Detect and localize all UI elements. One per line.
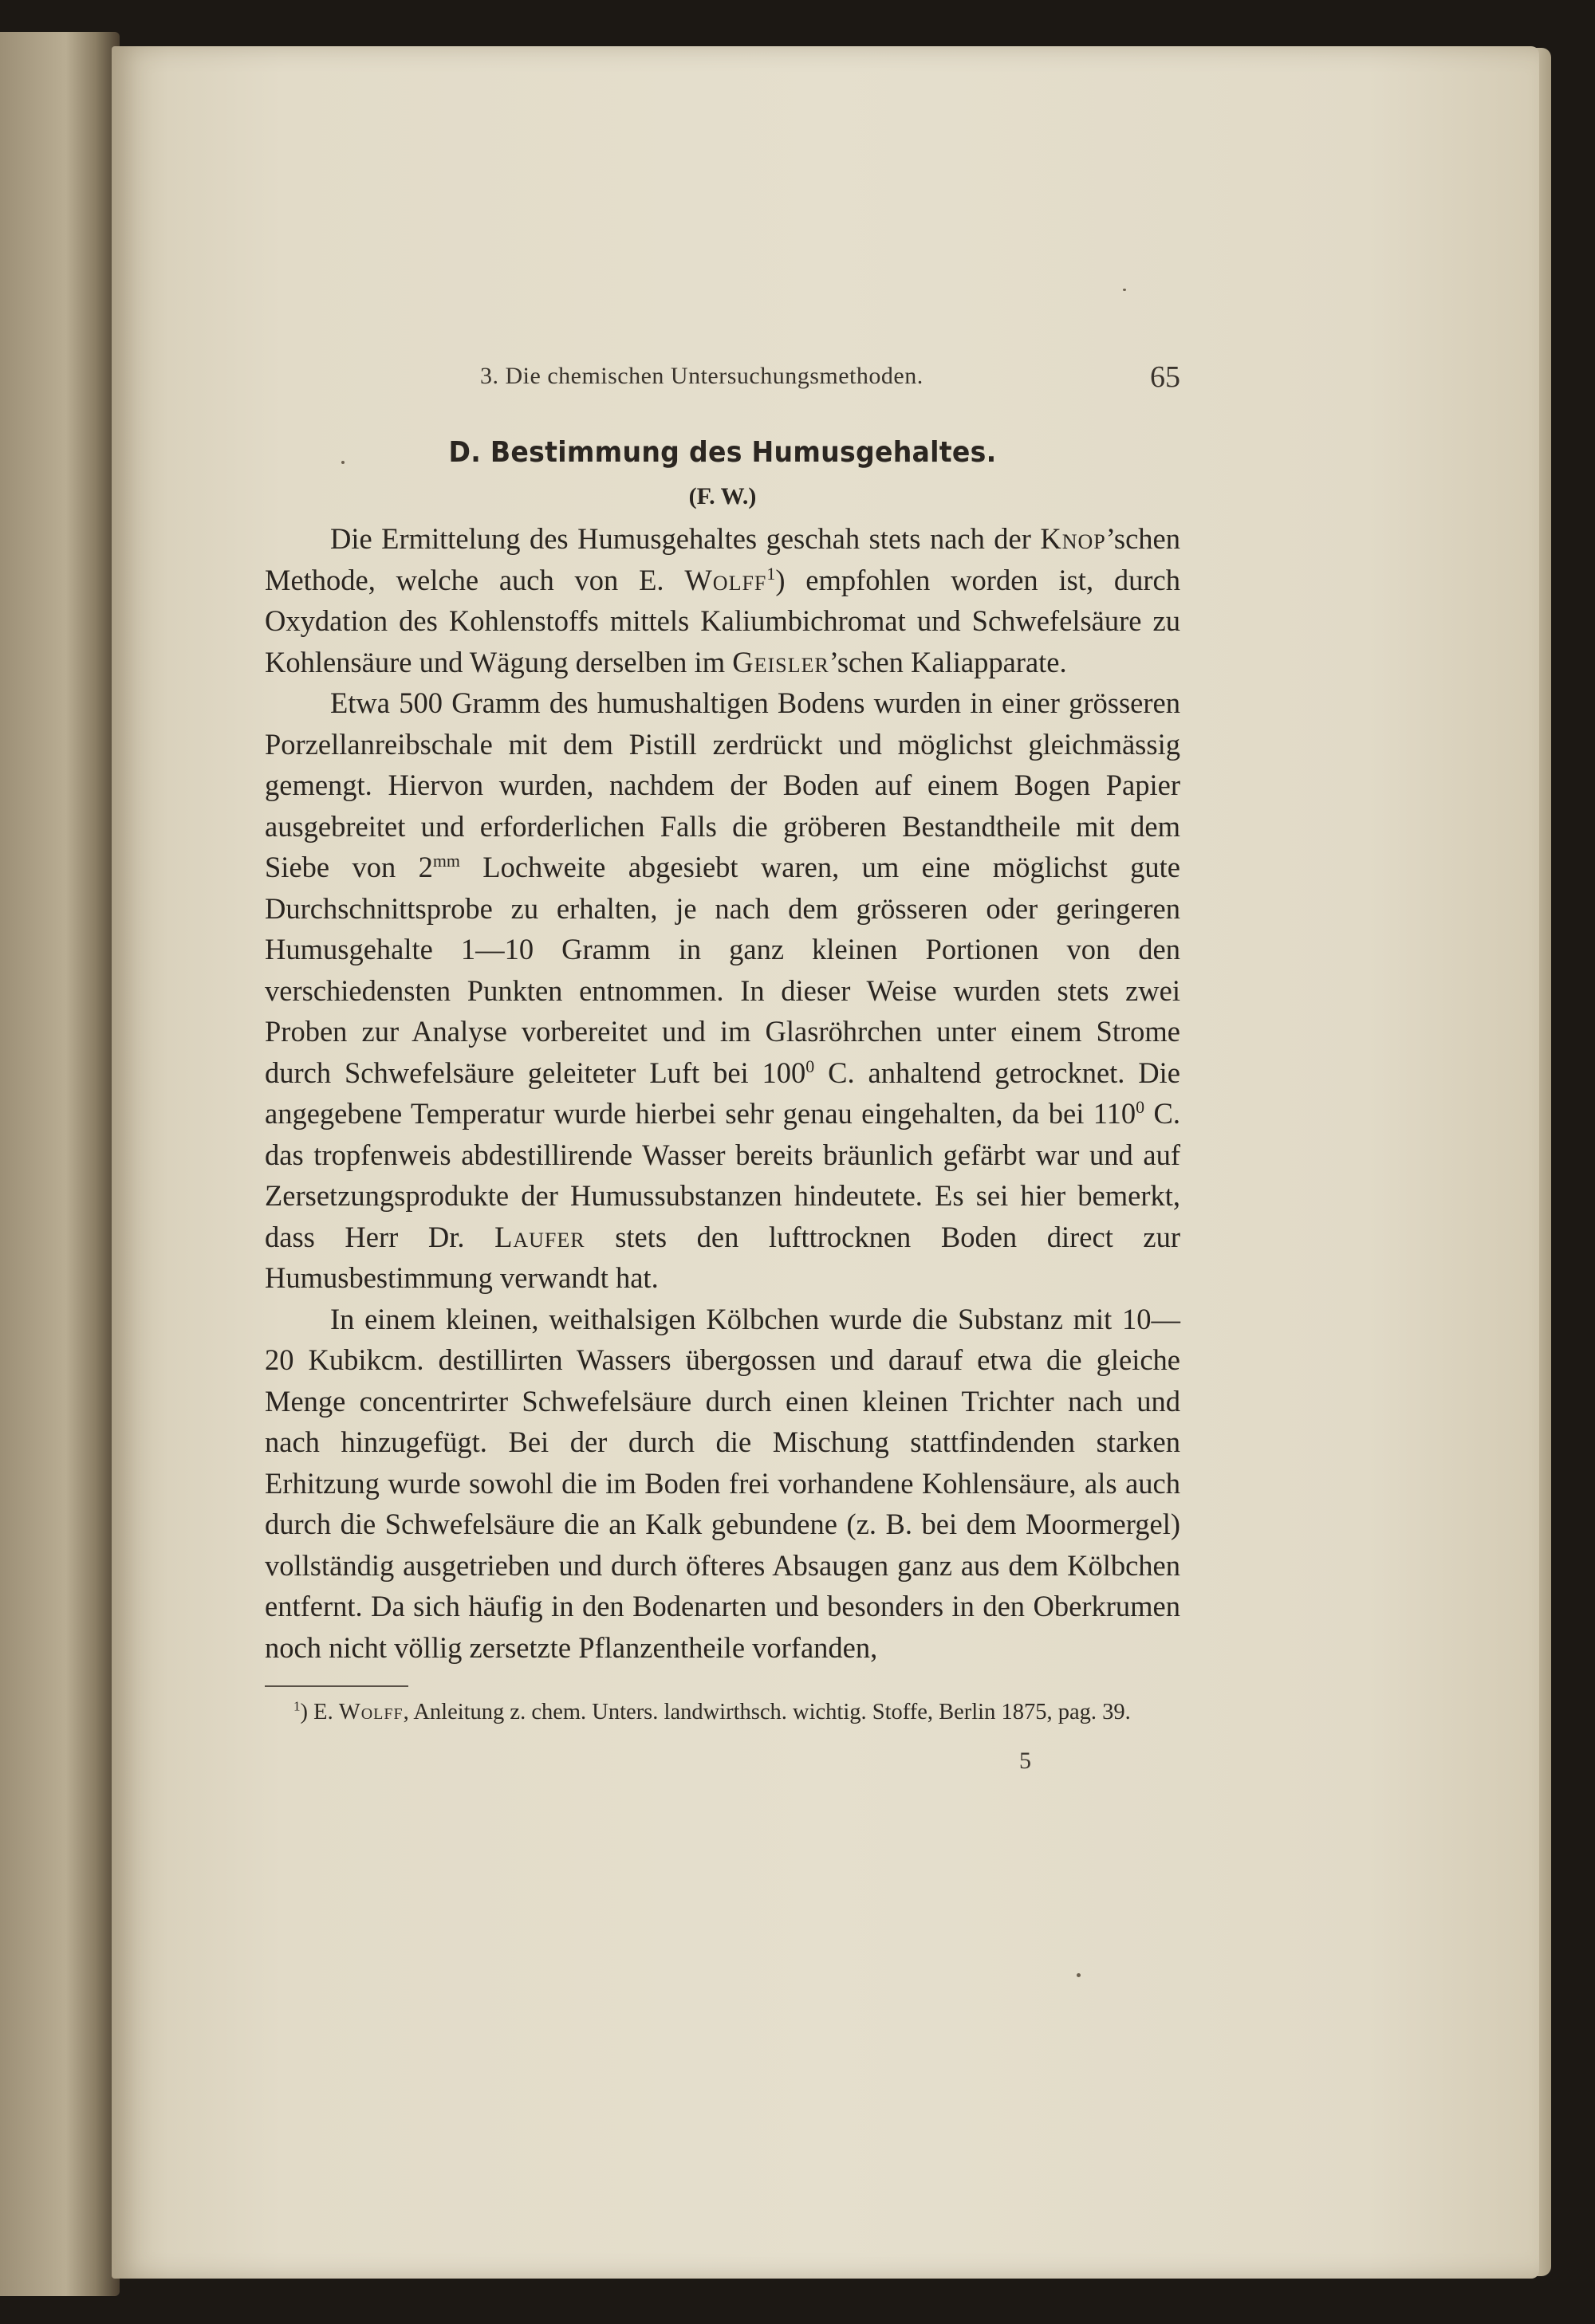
text-run: C. das tropfenweis abdestillirende Wasser bereits bräunlich gefärbt war und auf Zersetzungsprodukte der Humussubstanzen hindeutete. Es sei hier bemerkt, dass Herr Dr. — [265, 1097, 1180, 1253]
unit-superscript: mm — [432, 850, 460, 871]
author-name-laufer: Laufer — [494, 1220, 585, 1253]
paragraph-3: In einem kleinen, weithalsigen Kölbchen wurde die Substanz mit 10—20 Kubikcm. destillirten Wassers übergossen und darauf etwa die gleiche Menge concentrirter Schwefelsäure durch einen kleinen Trichter nach und nach hinzugefügt. Bei der durch die Mischung stattfindenden starken Erhitzung wurde sowohl die im Boden frei vorhandene Kohlensäure, als auch durch die Schwefelsäure die an Kalk gebundene (z. B. bei dem Moormergel) vollständig ausgetrieben und durch öfteres Absaugen ganz aus dem Kölbchen entfernt. Da sich häufig in den Bodenarten und besonders in den Oberkrumen noch nicht völlig zersetzte Pflanzentheile vorfanden, — [265, 1302, 1180, 1664]
text-run: C. anhaltend getrocknet. Die angegebene Temperatur wurde hierbei sehr genau eingehalten, da bei 110 — [265, 1056, 1181, 1130]
section-subtitle: (F. W.) — [688, 483, 757, 509]
text-run: ) empfohlen worden ist, durch Oxydation des Kohlenstoffs mittels Kaliumbichromat und Schwefelsäure zu Kohlensäure und Wägung derselben im — [265, 563, 1180, 678]
section-title: D. Bestimmung des Humusgehaltes. — [448, 436, 997, 469]
running-head-title: 3. Die chemischen Untersuchungsmethoden. — [480, 363, 924, 389]
author-name-geisler: Geisler — [732, 645, 829, 678]
text-run: ) E. — [300, 1700, 333, 1724]
degree-superscript: 0 — [805, 1056, 815, 1076]
page-content — [265, 360, 1181, 1779]
text-run: Etwa 500 Gramm des humushaltigen Bodens wurden in einer grösseren Porzellanreibschale mit dem Pistill zerdrückt und möglichst gleichmässig gemengt. Hiervon wurden, nachdem der Boden auf einem Bogen Papier ausgebreitet und erforderlichen Falls die gröberen Bestandtheile mit dem Siebe von 2 — [265, 686, 1180, 883]
page-number: 65 — [1150, 360, 1180, 394]
text-run: ’schen Methode, welche auch von E. — [265, 522, 1180, 596]
text-run: , Anleitung z. chem. Unters. landwirthsch. wichtig. Stoffe, Berlin 1875, pag. 39. — [403, 1700, 1131, 1724]
footnote-reference: 1 — [766, 563, 776, 584]
paper-speck — [1077, 1973, 1081, 1977]
degree-superscript: 0 — [1136, 1096, 1145, 1117]
footnote-marker: 1 — [293, 1698, 301, 1714]
footnote-author-wolff: Wolff — [338, 1700, 404, 1724]
previous-page-edge — [0, 32, 120, 2296]
body-text — [265, 518, 1180, 1668]
signature-mark — [265, 1748, 1180, 1779]
text-run: Lochweite abgesiebt waren, um eine möglichst gute Durchschnittsprobe zu erhalten, je nach dem grösseren oder geringeren Humusgehalte 1—10 Gramm in ganz kleinen Portionen von den verschiedensten Punkten entnommen. In dieser Weise wurden stets zwei Proben zur Analyse vorbereitet und im Glasröhrchen unter einem Strome durch Schwefelsäure geleiteter Luft bei 100 — [265, 851, 1180, 1089]
footnote — [265, 1697, 1180, 1728]
author-name-knop: Knop — [1040, 522, 1106, 555]
footnote-rule — [265, 1685, 408, 1687]
text-run: Die Ermittelung des Humusgehaltes geschah stets nach der — [330, 522, 1031, 555]
text-run: stets den lufttrocknen Boden direct zur Humusbestimmung verwandt hat. — [265, 1220, 1181, 1294]
running-head — [265, 360, 1180, 403]
text-run: ’schen Kaliapparate. — [829, 645, 1067, 678]
author-name-wolff: Wolff — [684, 563, 767, 596]
signature-number: 5 — [1019, 1748, 1031, 1774]
paragraph-2 — [265, 682, 1180, 1299]
paper-speck — [1123, 289, 1126, 291]
paragraph-1 — [265, 518, 1180, 682]
